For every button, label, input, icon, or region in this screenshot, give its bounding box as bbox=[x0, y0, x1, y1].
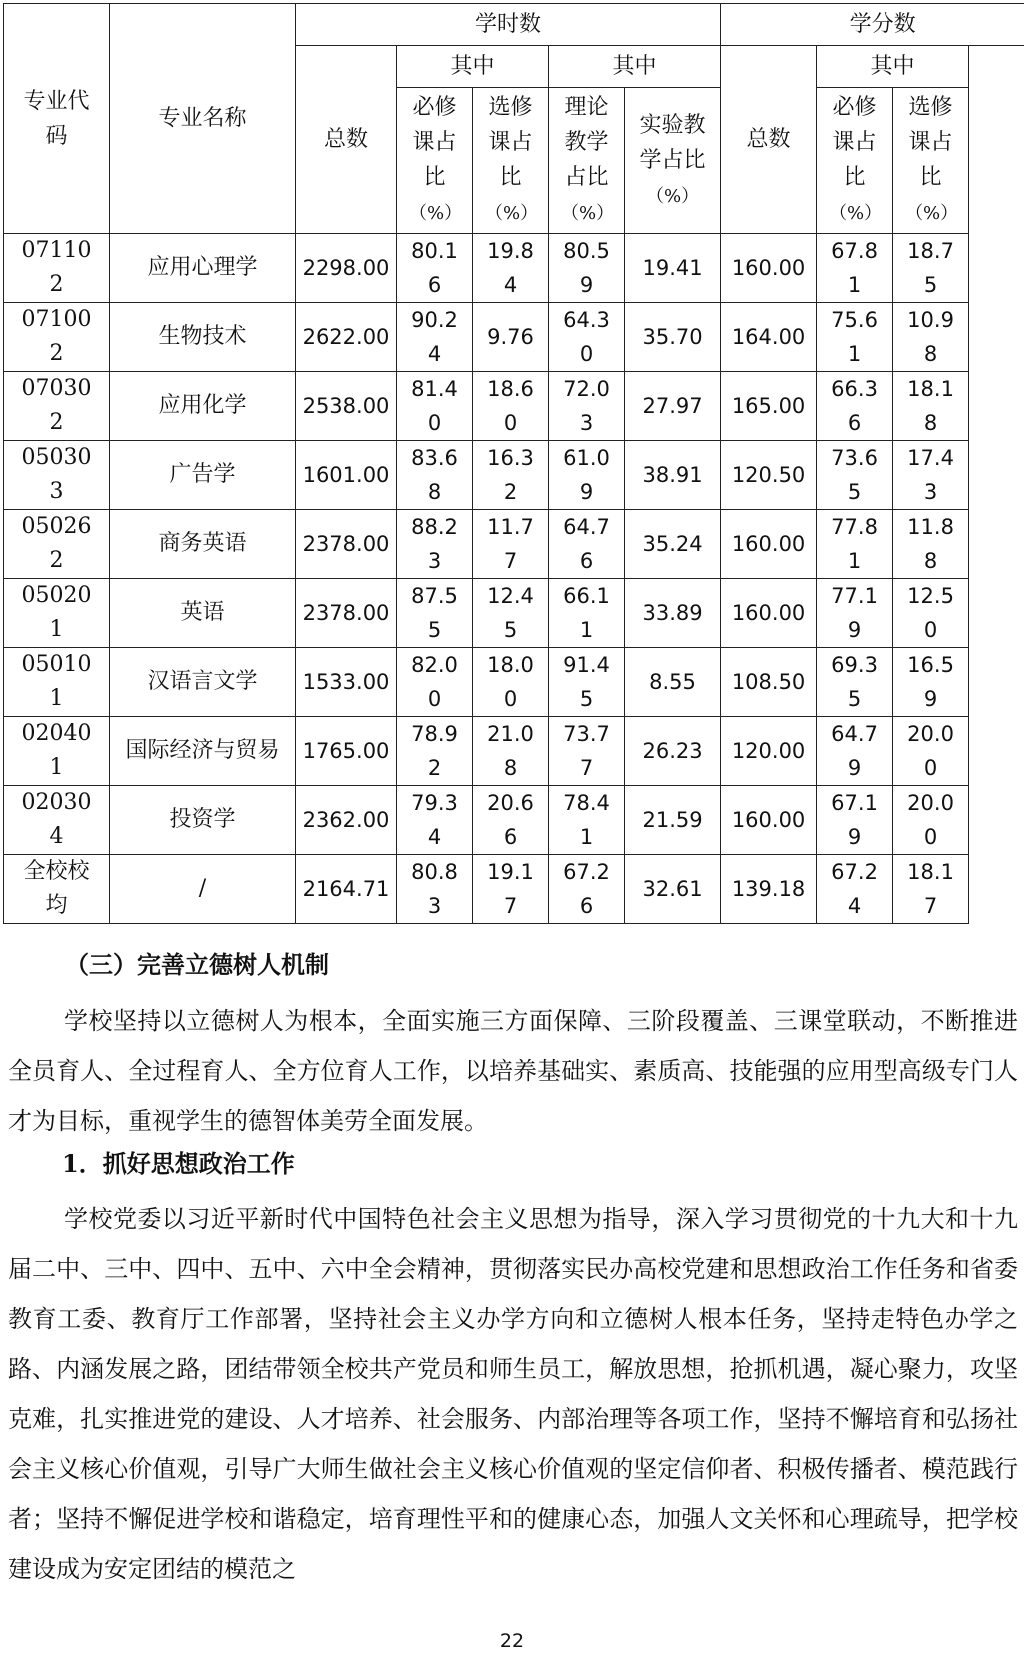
cell-elective-ratio: 19.84 bbox=[473, 234, 549, 303]
cell-credits-elective-ratio: 18.17 bbox=[893, 855, 969, 924]
cell-major-code: 020401 bbox=[4, 717, 110, 786]
cell-hours-total: 2378.00 bbox=[296, 510, 397, 579]
cell-experiment-ratio: 26.23 bbox=[625, 717, 721, 786]
table-row bbox=[4, 579, 1024, 648]
header-hours-total: 总数 bbox=[296, 46, 397, 234]
cell-major-code: 071102 bbox=[4, 234, 110, 303]
header-hours-teaching-type: 其中 bbox=[549, 46, 721, 88]
cell-credits-elective-ratio: 12.50 bbox=[893, 579, 969, 648]
paragraph-moral-education: 学校坚持以立德树人为根本，全面实施三方面保障、三阶段覆盖、三课堂联动，不断推进全员育人、全过程育人、全方位育人工作，以培养基础实、素质高、技能强的应用型高级专门人才为目标，重视学生的德智体美劳全面发展。 bbox=[8, 1007, 1018, 1135]
cell-hours-total: 1533.00 bbox=[296, 648, 397, 717]
cell-experiment-ratio: 38.91 bbox=[625, 441, 721, 510]
cell-hours-total: 2538.00 bbox=[296, 372, 397, 441]
header-hours-group: 学时数 bbox=[296, 4, 721, 46]
curriculum-hours-credits-table bbox=[3, 3, 1024, 924]
cell-experiment-ratio: 35.70 bbox=[625, 303, 721, 372]
cell-credits-required-ratio: 67.24 bbox=[817, 855, 893, 924]
header-credits-elective-ratio: 选修课占比 （%） bbox=[893, 88, 969, 234]
cell-hours-total: 2362.00 bbox=[296, 786, 397, 855]
cell-credits-total: 164.00 bbox=[721, 303, 817, 372]
cell-elective-ratio: 20.66 bbox=[473, 786, 549, 855]
cell-credits-elective-ratio: 16.59 bbox=[893, 648, 969, 717]
header-elective-ratio: 选修课占比 （%） bbox=[473, 88, 549, 234]
cell-elective-ratio: 19.17 bbox=[473, 855, 549, 924]
cell-elective-ratio: 16.32 bbox=[473, 441, 549, 510]
table-row bbox=[4, 717, 1024, 786]
sub-heading-ideological-work: 1．抓好思想政治工作 bbox=[62, 1149, 295, 1178]
cell-theory-ratio: 73.77 bbox=[549, 717, 625, 786]
cell-theory-ratio: 67.26 bbox=[549, 855, 625, 924]
cell-credits-total: 160.00 bbox=[721, 510, 817, 579]
cell-credits-required-ratio: 69.35 bbox=[817, 648, 893, 717]
cell-theory-ratio: 91.45 bbox=[549, 648, 625, 717]
cell-major-name: 生物技术 bbox=[110, 303, 296, 372]
cell-major-name: 英语 bbox=[110, 579, 296, 648]
header-major-name: 专业名称 bbox=[110, 4, 296, 234]
cell-elective-ratio: 18.60 bbox=[473, 372, 549, 441]
cell-required-ratio: 82.00 bbox=[397, 648, 473, 717]
cell-major-name: 应用化学 bbox=[110, 372, 296, 441]
cell-credits-required-ratio: 77.19 bbox=[817, 579, 893, 648]
cell-credits-total: 120.00 bbox=[721, 717, 817, 786]
cell-theory-ratio: 64.76 bbox=[549, 510, 625, 579]
cell-credits-required-ratio: 67.81 bbox=[817, 234, 893, 303]
cell-elective-ratio: 11.77 bbox=[473, 510, 549, 579]
cell-required-ratio: 83.68 bbox=[397, 441, 473, 510]
cell-major-code: 050201 bbox=[4, 579, 110, 648]
cell-credits-required-ratio: 67.19 bbox=[817, 786, 893, 855]
cell-major-name: 应用心理学 bbox=[110, 234, 296, 303]
cell-theory-ratio: 61.09 bbox=[549, 441, 625, 510]
cell-experiment-ratio: 27.97 bbox=[625, 372, 721, 441]
cell-major-code: 020304 bbox=[4, 786, 110, 855]
cell-credits-elective-ratio: 17.43 bbox=[893, 441, 969, 510]
cell-hours-total: 2378.00 bbox=[296, 579, 397, 648]
cell-hours-total: 2298.00 bbox=[296, 234, 397, 303]
cell-major-code: 050303 bbox=[4, 441, 110, 510]
cell-major-name: 广告学 bbox=[110, 441, 296, 510]
cell-experiment-ratio: 21.59 bbox=[625, 786, 721, 855]
cell-credits-elective-ratio: 20.00 bbox=[893, 786, 969, 855]
cell-hours-total: 2622.00 bbox=[296, 303, 397, 372]
cell-credits-total: 120.50 bbox=[721, 441, 817, 510]
header-experiment-ratio: 实验教学占比 （%） bbox=[625, 88, 721, 234]
cell-major-code: 070302 bbox=[4, 372, 110, 441]
cell-experiment-ratio: 33.89 bbox=[625, 579, 721, 648]
cell-major-code: 050101 bbox=[4, 648, 110, 717]
page-number: 22 bbox=[499, 1630, 525, 1652]
header-required-ratio: 必修课占比 （%） bbox=[397, 88, 473, 234]
cell-credits-required-ratio: 77.81 bbox=[817, 510, 893, 579]
cell-theory-ratio: 72.03 bbox=[549, 372, 625, 441]
cell-theory-ratio: 66.11 bbox=[549, 579, 625, 648]
cell-required-ratio: 87.55 bbox=[397, 579, 473, 648]
cell-required-ratio: 79.34 bbox=[397, 786, 473, 855]
cell-hours-total: 1765.00 bbox=[296, 717, 397, 786]
table-row bbox=[4, 372, 1024, 441]
cell-major-name: 投资学 bbox=[110, 786, 296, 855]
header-credits-group: 学分数 bbox=[721, 4, 1024, 46]
table-row bbox=[4, 648, 1024, 717]
cell-credits-total: 160.00 bbox=[721, 234, 817, 303]
cell-credits-required-ratio: 73.65 bbox=[817, 441, 893, 510]
table-row bbox=[4, 510, 1024, 579]
cell-major-name: / bbox=[110, 855, 296, 924]
cell-major-code: 071002 bbox=[4, 303, 110, 372]
cell-elective-ratio: 9.76 bbox=[473, 303, 549, 372]
paragraph-party-committee: 学校党委以习近平新时代中国特色社会主义思想为指导，深入学习贯彻党的十九大和十九届二中、三中、四中、五中、六中全会精神，贯彻落实民办高校党建和思想政治工作任务和省委教育工委、教育厅工作部署，坚持社会主义办学方向和立德树人根本任务，坚持走特色办学之路、内涵发展之路，团结带领全校共产党员和师生员工，解放思想，抢抓机遇，凝心聚力，攻坚克难，扎实推进党的建设、人才培养、社会服务、内部治理等各项工作，坚持不懈培育和弘扬社会主义核心价值观，引导广大师生做社会主义核心价值观的坚定信仰者、积极传播者、模范践行者；坚持不懈促进学校和谐稳定，培育理性平和的健康心态，加强人文关怀和心理疏导，把学校建设成为安定团结的模范之 bbox=[8, 1205, 1018, 1583]
cell-experiment-ratio: 8.55 bbox=[625, 648, 721, 717]
cell-credits-total: 165.00 bbox=[721, 372, 817, 441]
cell-credits-elective-ratio: 18.18 bbox=[893, 372, 969, 441]
cell-major-name: 商务英语 bbox=[110, 510, 296, 579]
cell-required-ratio: 90.24 bbox=[397, 303, 473, 372]
cell-credits-total: 108.50 bbox=[721, 648, 817, 717]
cell-hours-total: 2164.71 bbox=[296, 855, 397, 924]
header-hours-course-type: 其中 bbox=[397, 46, 549, 88]
cell-elective-ratio: 12.45 bbox=[473, 579, 549, 648]
cell-experiment-ratio: 32.61 bbox=[625, 855, 721, 924]
cell-required-ratio: 80.16 bbox=[397, 234, 473, 303]
curriculum-table-container bbox=[3, 3, 1020, 924]
table-row bbox=[4, 441, 1024, 510]
table-row bbox=[4, 855, 1024, 924]
cell-required-ratio: 88.23 bbox=[397, 510, 473, 579]
section-heading: （三）完善立德树人机制 bbox=[65, 950, 329, 979]
cell-elective-ratio: 18.00 bbox=[473, 648, 549, 717]
table-row bbox=[4, 786, 1024, 855]
cell-credits-required-ratio: 75.61 bbox=[817, 303, 893, 372]
cell-major-name: 国际经济与贸易 bbox=[110, 717, 296, 786]
header-credits-course-type: 其中 bbox=[817, 46, 969, 88]
cell-major-code: 全校校均 bbox=[4, 855, 110, 924]
cell-elective-ratio: 21.08 bbox=[473, 717, 549, 786]
cell-credits-total: 160.00 bbox=[721, 786, 817, 855]
cell-credits-elective-ratio: 11.88 bbox=[893, 510, 969, 579]
cell-credits-total: 160.00 bbox=[721, 579, 817, 648]
cell-experiment-ratio: 19.41 bbox=[625, 234, 721, 303]
cell-required-ratio: 81.40 bbox=[397, 372, 473, 441]
header-theory-ratio: 理论教学占比 （%） bbox=[549, 88, 625, 234]
header-major-code: 专业代码 bbox=[4, 4, 110, 234]
cell-credits-elective-ratio: 18.75 bbox=[893, 234, 969, 303]
header-credits-required-ratio: 必修课占比 （%） bbox=[817, 88, 893, 234]
cell-experiment-ratio: 35.24 bbox=[625, 510, 721, 579]
cell-major-code: 050262 bbox=[4, 510, 110, 579]
table-row bbox=[4, 234, 1024, 303]
cell-theory-ratio: 78.41 bbox=[549, 786, 625, 855]
cell-credits-total: 139.18 bbox=[721, 855, 817, 924]
cell-credits-required-ratio: 66.36 bbox=[817, 372, 893, 441]
cell-required-ratio: 80.83 bbox=[397, 855, 473, 924]
cell-required-ratio: 78.92 bbox=[397, 717, 473, 786]
table-row bbox=[4, 303, 1024, 372]
cell-theory-ratio: 80.59 bbox=[549, 234, 625, 303]
cell-major-name: 汉语言文学 bbox=[110, 648, 296, 717]
cell-theory-ratio: 64.30 bbox=[549, 303, 625, 372]
cell-hours-total: 1601.00 bbox=[296, 441, 397, 510]
cell-credits-required-ratio: 64.79 bbox=[817, 717, 893, 786]
header-credits-total: 总数 bbox=[721, 46, 817, 234]
cell-credits-elective-ratio: 10.98 bbox=[893, 303, 969, 372]
cell-credits-elective-ratio: 20.00 bbox=[893, 717, 969, 786]
